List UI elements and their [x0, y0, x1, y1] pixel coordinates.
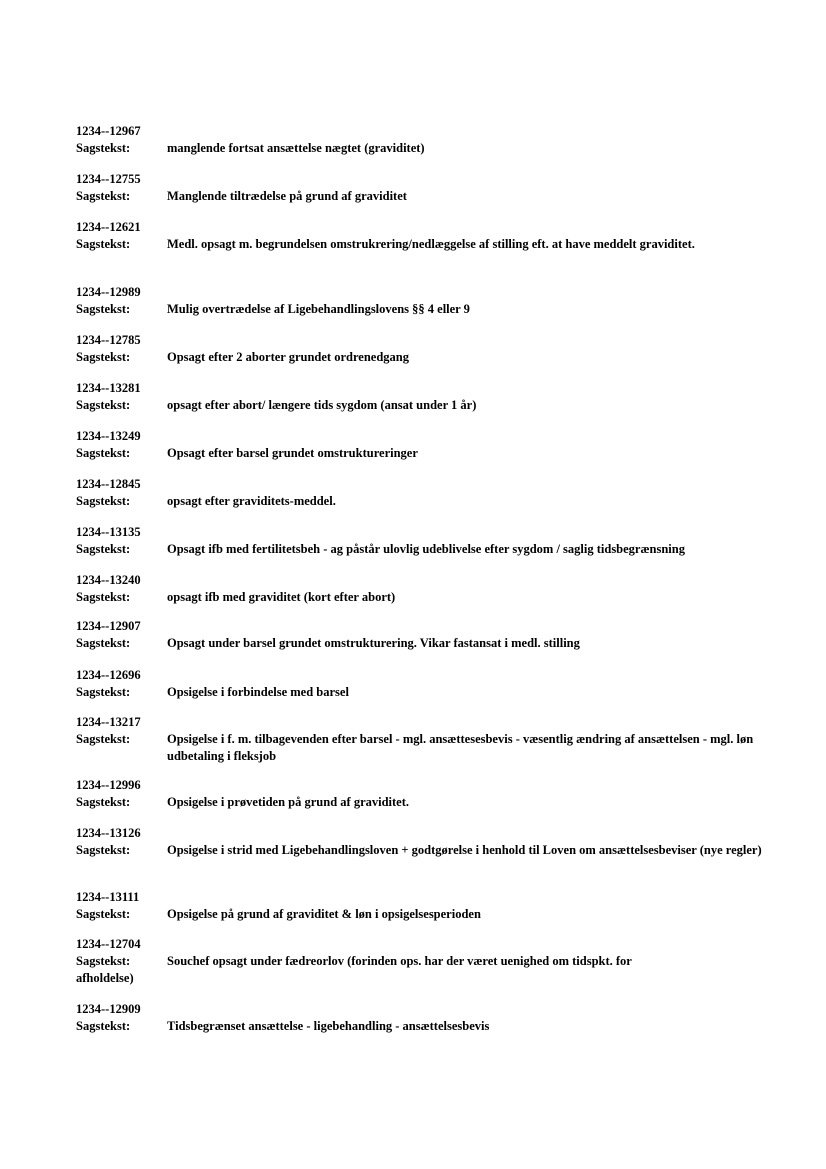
case-text-label: Sagstekst: [76, 590, 131, 604]
case-entry [76, 572, 776, 606]
case-text: Opsigelse i strid med Ligebehandlingsloven + godtgørelse i henhold til Loven om ansættelsesbeviser (nye regler) [167, 843, 762, 857]
case-text-label: Sagstekst: [76, 302, 131, 316]
case-text-label: Sagstekst: [76, 350, 131, 364]
case-text: opsagt efter graviditets-meddel. [167, 494, 336, 508]
case-id: 1234--12845 [76, 477, 141, 491]
case-id: 1234--12696 [76, 668, 141, 682]
case-text-label: Sagstekst: [76, 843, 131, 857]
case-text: Opsagt ifb med fertilitetsbeh - ag påstår ulovlig udeblivelse efter sygdom / saglig tidsbegrænsning [167, 542, 685, 556]
case-id: 1234--13249 [76, 429, 141, 443]
case-text-continuation: afholdelse) [76, 971, 134, 985]
case-id: 1234--13111 [76, 890, 140, 904]
case-entry [76, 476, 776, 510]
case-id: 1234--12989 [76, 285, 141, 299]
case-id: 1234--12704 [76, 937, 141, 951]
case-id: 1234--13135 [76, 525, 141, 539]
case-text-label: Sagstekst: [76, 494, 131, 508]
case-entry [76, 1001, 776, 1035]
case-entry [76, 524, 776, 558]
case-text-label: Sagstekst: [76, 141, 131, 155]
case-text-label: Sagstekst: [76, 685, 131, 699]
case-text: Opsigelse i f. m. tilbagevenden efter barsel - mgl. ansættesesbevis - væsentlig ændring af ansættelsen - mgl. løn udbetaling i fleksjob [167, 732, 754, 763]
case-entry [76, 889, 776, 923]
case-id: 1234--13281 [76, 381, 141, 395]
case-id: 1234--12967 [76, 124, 141, 138]
case-entry [76, 123, 776, 157]
case-text-label: Sagstekst: [76, 398, 131, 412]
case-id: 1234--12909 [76, 1002, 141, 1016]
case-entry [76, 825, 776, 859]
case-id: 1234--12621 [76, 220, 141, 234]
case-text-label: Sagstekst: [76, 954, 131, 968]
case-id: 1234--12996 [76, 778, 141, 792]
case-text-label: Sagstekst: [76, 636, 131, 650]
case-entry [76, 936, 776, 987]
case-text-label: Sagstekst: [76, 542, 131, 556]
case-text: opsagt ifb med graviditet (kort efter abort) [167, 590, 396, 604]
case-text: manglende fortsat ansættelse nægtet (graviditet) [167, 141, 425, 155]
case-entry [76, 284, 776, 318]
case-text: Opsigelse i forbindelse med barsel [167, 685, 349, 699]
case-text: Opsigelse i prøvetiden på grund af graviditet. [167, 795, 410, 809]
case-text-label: Sagstekst: [76, 1019, 131, 1033]
case-entry [76, 380, 776, 414]
case-entry [76, 332, 776, 366]
case-text: Medl. opsagt m. begrundelsen omstrukrering/nedlæggelse af stilling eft. at have meddelt graviditet. [167, 237, 695, 251]
case-text-label: Sagstekst: [76, 189, 131, 203]
case-entry [76, 714, 776, 765]
case-text: Opsagt under barsel grundet omstrukturering. Vikar fastansat i medl. stilling [167, 636, 580, 650]
case-text-label: Sagstekst: [76, 446, 131, 460]
case-id: 1234--12907 [76, 619, 141, 633]
case-id: 1234--13217 [76, 715, 141, 729]
case-entry [76, 219, 776, 253]
case-entry [76, 777, 776, 811]
case-text: Opsigelse på grund af graviditet & løn i opsigelsesperioden [167, 907, 481, 921]
case-text-label: Sagstekst: [76, 907, 131, 921]
case-text-label: Sagstekst: [76, 795, 131, 809]
case-text: Mulig overtrædelse af Ligebehandlingslovens §§ 4 eller 9 [167, 302, 470, 316]
case-id: 1234--13126 [76, 826, 141, 840]
case-entry [76, 618, 776, 652]
case-text: Tidsbegrænset ansættelse - ligebehandling - ansættelsesbevis [167, 1019, 490, 1033]
case-text: Opsagt efter barsel grundet omstruktureringer [167, 446, 418, 460]
case-text: Souchef opsagt under fædreorlov (forinden ops. har der været uenighed om tidspkt. for [167, 954, 632, 968]
case-id: 1234--12785 [76, 333, 141, 347]
case-id: 1234--13240 [76, 573, 141, 587]
case-text-label: Sagstekst: [76, 237, 131, 251]
case-entry [76, 667, 776, 701]
case-text-label: Sagstekst: [76, 732, 131, 746]
case-text: Opsagt efter 2 aborter grundet ordrenedgang [167, 350, 409, 364]
case-entry [76, 171, 776, 205]
case-text: Manglende tiltrædelse på grund af graviditet [167, 189, 407, 203]
case-text: opsagt efter abort/ længere tids sygdom (ansat under 1 år) [167, 398, 477, 412]
case-entry [76, 428, 776, 462]
case-id: 1234--12755 [76, 172, 141, 186]
